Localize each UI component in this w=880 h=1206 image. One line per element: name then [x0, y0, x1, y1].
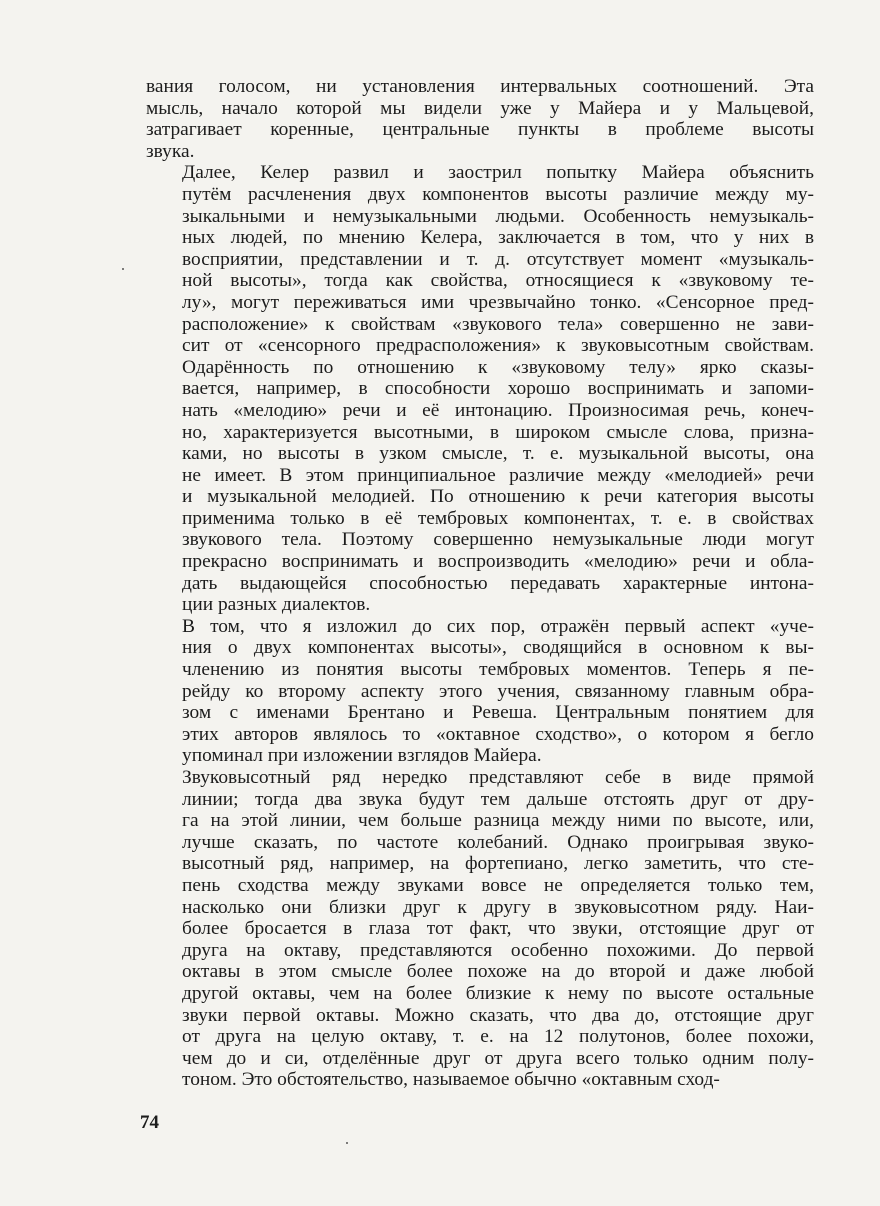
text-line: га на этой линии, чем больше разница между ними по высоте, или, — [182, 810, 814, 832]
page-number: 74 — [140, 1112, 159, 1133]
text-line: затрагивает коренные, центральные пункты в проблеме высоты — [146, 119, 814, 141]
print-speck — [122, 268, 124, 270]
text-line: лу», могут переживаться ими чрезвычайно тонко. «Сенсорное пред- — [182, 291, 814, 313]
text-line: звука. — [146, 140, 195, 162]
text-line: ния о двух компонентах высоты», сводящийся в основном к вы- — [182, 637, 814, 659]
text-line: зом с именами Брентано и Ревеша. Центральным понятием для — [182, 702, 814, 724]
paragraph — [146, 767, 814, 1091]
text-line: друга на октаву, представляются особенно похожими. До первой — [182, 939, 814, 961]
text-line: путём расчленения двух компонентов высоты различие между му- — [182, 183, 814, 205]
text-line: ками, но высоты в узком смысле, т. е. музыкальной высоты, она — [182, 443, 814, 465]
text-line: этих авторов являлось то «октавное сходство», о котором я бегло — [182, 723, 814, 745]
text-line: восприятии, представлении и т. д. отсутствует момент «музыкаль- — [182, 248, 814, 270]
text-line: Далее, Келер развил и заострил попытку Майера объяснить — [182, 162, 814, 184]
text-line: октавы в этом смысле более похоже на до второй и даже любой — [182, 961, 814, 983]
text-line: другой октавы, чем на более близкие к нему по высоте остальные — [182, 982, 814, 1004]
text-line: насколько они близки друг к другу в звуковысотном ряду. Наи- — [182, 896, 814, 918]
text-line: Звуковысотный ряд нередко представляют себе в виде прямой — [182, 767, 814, 788]
text-line: звукового тела. Поэтому совершенно немузыкальные люди могут — [182, 529, 814, 551]
text-line: от друга на целую октаву, т. е. на 12 полутонов, более похожи, — [182, 1026, 814, 1048]
text-line: и музыкальной мелодией. По отношению к речи категория высоты — [182, 486, 814, 508]
text-line: ной высоты», тогда как свойства, относящиеся к «звуковому те- — [182, 270, 814, 292]
paragraph — [146, 162, 814, 615]
text-line: рейду ко второму аспекту этого учения, связанному главным обра- — [182, 680, 814, 702]
text-line: лучше сказать, по частоте колебаний. Однако проигрывая звуко- — [182, 831, 814, 853]
text-line: расположение» к свойствам «звукового тела» совершенно не зави- — [182, 313, 814, 335]
text-line: зыкальными и немузыкальными людьми. Особенность немузыкаль- — [182, 205, 814, 227]
text-line: высотный ряд, например, на фортепиано, легко заметить, что сте- — [182, 853, 814, 875]
text-line: сит от «сенсорного предрасположения» к звуковысотным свойствам. — [182, 335, 814, 357]
text-line: членению из понятия высоты тембровых моментов. Теперь я пе- — [182, 659, 814, 681]
text-line: чем до и си, отделённые друг от друга всего только одним полу- — [182, 1047, 814, 1069]
text-line: вания голосом, ни установления интервальных соотношений. Эта — [146, 76, 814, 97]
text-line: звуки первой октавы. Можно сказать, что два до, отстоящие друг — [182, 1004, 814, 1026]
text-line: применима только в её тембровых компонентах, т. е. в свойствах — [182, 507, 814, 529]
text-line: В том, что я изложил до сих пор, отражён первый аспект «уче- — [182, 615, 814, 637]
text-line: не имеет. В этом принципиальное различие между «мелодией» речи — [182, 464, 814, 486]
text-line: упоминал при изложении взглядов Майера. — [182, 745, 542, 767]
text-line: Одарённость по отношению к «звуковому телу» ярко сказы- — [182, 356, 814, 378]
text-line: мысль, начало которой мы видели уже у Майера и у Мальцевой, — [146, 97, 814, 119]
page-body — [146, 76, 814, 1091]
text-line: прекрасно воспринимать и воспроизводить «мелодию» речи и обла- — [182, 551, 814, 573]
text-line: дать выдающейся способностью передавать характерные интона- — [182, 572, 814, 594]
text-line: пень сходства между звуками вовсе не определяется только тем, — [182, 874, 814, 896]
text-line: более бросается в глаза тот факт, что звуки, отстоящие друг от — [182, 918, 814, 940]
text-line: но, характеризуется высотными, в широком смысле слова, призна- — [182, 421, 814, 443]
text-line: линии; тогда два звука будут тем дальше отстоять друг от дру- — [182, 788, 814, 810]
print-speck — [346, 1142, 348, 1144]
text-line: ных людей, по мнению Келера, заключается в том, что у них в — [182, 227, 814, 249]
text-line: тоном. Это обстоятельство, называемое обычно «октавным сход- — [182, 1069, 720, 1091]
text-line: нать «мелодию» речи и её интонацию. Произносимая речь, конеч- — [182, 399, 814, 421]
paragraph — [146, 616, 814, 767]
text-line: ции разных диалектов. — [182, 594, 371, 616]
paragraph — [146, 76, 814, 162]
text-line: вается, например, в способности хорошо воспринимать и запоми- — [182, 378, 814, 400]
